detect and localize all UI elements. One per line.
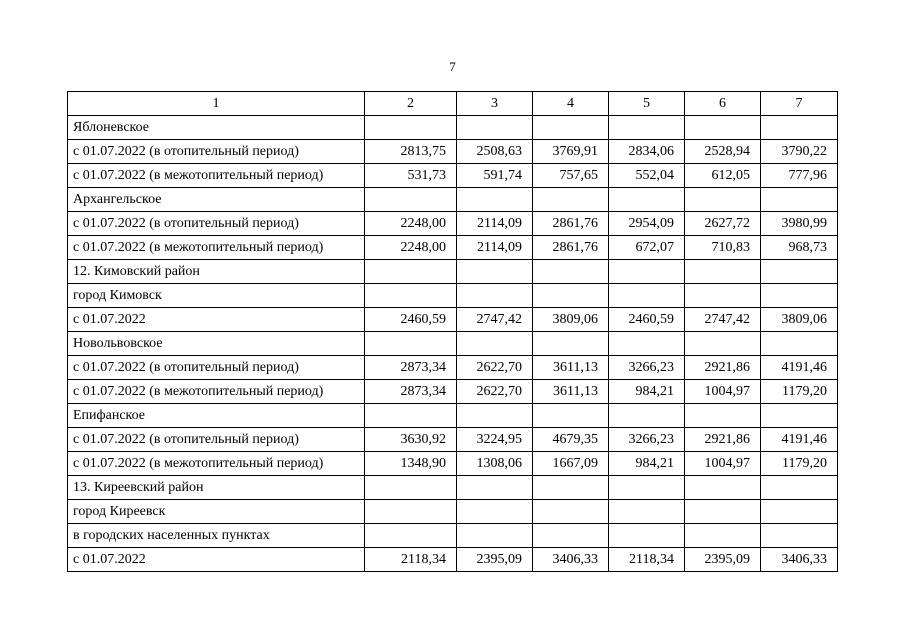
- value-cell: [457, 476, 533, 500]
- value-cell: 1348,90: [365, 452, 457, 476]
- value-cell: 1004,97: [685, 452, 761, 476]
- value-cell: 2528,94: [685, 140, 761, 164]
- value-cell: [609, 404, 685, 428]
- header-row: [68, 92, 838, 116]
- value-cell: [533, 476, 609, 500]
- value-cell: 3611,13: [533, 380, 609, 404]
- value-cell: 672,07: [609, 236, 685, 260]
- value-cell: 2921,86: [685, 356, 761, 380]
- table-row: [68, 116, 838, 140]
- value-cell: 2747,42: [457, 308, 533, 332]
- table-row: [68, 260, 838, 284]
- row-label-cell: с 01.07.2022 (в отопительный период): [68, 212, 365, 236]
- value-cell: 2873,34: [365, 356, 457, 380]
- header-cell: 6: [685, 92, 761, 116]
- table-row: [68, 188, 838, 212]
- table-row: [68, 404, 838, 428]
- row-label-cell: в городских населенных пунктах: [68, 524, 365, 548]
- value-cell: 2954,09: [609, 212, 685, 236]
- value-cell: 757,65: [533, 164, 609, 188]
- row-label-cell: Яблоневское: [68, 116, 365, 140]
- row-label-cell: с 01.07.2022 (в межотопительный период): [68, 452, 365, 476]
- value-cell: 2873,34: [365, 380, 457, 404]
- table-row: [68, 164, 838, 188]
- value-cell: 531,73: [365, 164, 457, 188]
- table-row: [68, 332, 838, 356]
- header-cell: 4: [533, 92, 609, 116]
- page-number: 7: [449, 59, 456, 74]
- header-cell: 1: [68, 92, 365, 116]
- value-cell: 3630,92: [365, 428, 457, 452]
- row-label-cell: Епифанское: [68, 404, 365, 428]
- value-cell: [457, 188, 533, 212]
- value-cell: [761, 116, 838, 140]
- value-cell: 4191,46: [761, 428, 838, 452]
- value-cell: [609, 188, 685, 212]
- value-cell: 984,21: [609, 380, 685, 404]
- value-cell: [761, 332, 838, 356]
- value-cell: 3790,22: [761, 140, 838, 164]
- value-cell: 1667,09: [533, 452, 609, 476]
- value-cell: [685, 524, 761, 548]
- value-cell: [533, 188, 609, 212]
- value-cell: 984,21: [609, 452, 685, 476]
- row-label-cell: с 01.07.2022: [68, 308, 365, 332]
- value-cell: 1308,06: [457, 452, 533, 476]
- table-row: [68, 284, 838, 308]
- value-cell: [761, 404, 838, 428]
- table-row: [68, 380, 838, 404]
- value-cell: [609, 284, 685, 308]
- value-cell: [457, 332, 533, 356]
- value-cell: [533, 500, 609, 524]
- header-cell: 2: [365, 92, 457, 116]
- value-cell: [685, 284, 761, 308]
- value-cell: [761, 524, 838, 548]
- value-cell: [761, 188, 838, 212]
- value-cell: 2921,86: [685, 428, 761, 452]
- value-cell: 2813,75: [365, 140, 457, 164]
- value-cell: 2861,76: [533, 212, 609, 236]
- value-cell: 777,96: [761, 164, 838, 188]
- value-cell: [533, 116, 609, 140]
- table-row: [68, 308, 838, 332]
- value-cell: 2395,09: [457, 548, 533, 572]
- value-cell: [533, 332, 609, 356]
- row-label-cell: с 01.07.2022 (в отопительный период): [68, 428, 365, 452]
- value-cell: [609, 332, 685, 356]
- row-label-cell: с 01.07.2022 (в межотопительный период): [68, 380, 365, 404]
- value-cell: 2622,70: [457, 380, 533, 404]
- table-body: [68, 92, 838, 572]
- value-cell: [685, 188, 761, 212]
- value-cell: [365, 332, 457, 356]
- value-cell: 3980,99: [761, 212, 838, 236]
- value-cell: [533, 260, 609, 284]
- value-cell: [533, 524, 609, 548]
- table-row: [68, 428, 838, 452]
- value-cell: [609, 476, 685, 500]
- value-cell: 2395,09: [685, 548, 761, 572]
- value-cell: [685, 404, 761, 428]
- row-label-cell: с 01.07.2022: [68, 548, 365, 572]
- header-cell: 7: [761, 92, 838, 116]
- value-cell: [457, 260, 533, 284]
- value-cell: 3809,06: [533, 308, 609, 332]
- value-cell: 552,04: [609, 164, 685, 188]
- value-cell: [761, 476, 838, 500]
- value-cell: 4191,46: [761, 356, 838, 380]
- value-cell: 591,74: [457, 164, 533, 188]
- value-cell: [685, 332, 761, 356]
- value-cell: [685, 260, 761, 284]
- value-cell: 612,05: [685, 164, 761, 188]
- value-cell: [533, 404, 609, 428]
- value-cell: [609, 500, 685, 524]
- value-cell: 2248,00: [365, 236, 457, 260]
- table-row: [68, 140, 838, 164]
- table-row: [68, 452, 838, 476]
- row-label-cell: город Киреевск: [68, 500, 365, 524]
- value-cell: [365, 116, 457, 140]
- value-cell: 2747,42: [685, 308, 761, 332]
- value-cell: 2627,72: [685, 212, 761, 236]
- value-cell: [457, 116, 533, 140]
- table-row: [68, 212, 838, 236]
- value-cell: 2622,70: [457, 356, 533, 380]
- row-label-cell: с 01.07.2022 (в межотопительный период): [68, 236, 365, 260]
- row-label-cell: 12. Кимовский район: [68, 260, 365, 284]
- table-row: [68, 476, 838, 500]
- value-cell: 3266,23: [609, 356, 685, 380]
- value-cell: 3266,23: [609, 428, 685, 452]
- value-cell: [457, 404, 533, 428]
- row-label-cell: с 01.07.2022 (в отопительный период): [68, 356, 365, 380]
- value-cell: [685, 116, 761, 140]
- value-cell: 2861,76: [533, 236, 609, 260]
- value-cell: 4679,35: [533, 428, 609, 452]
- header-cell: 3: [457, 92, 533, 116]
- row-label-cell: Архангельское: [68, 188, 365, 212]
- value-cell: [365, 404, 457, 428]
- value-cell: 2460,59: [365, 308, 457, 332]
- value-cell: [365, 284, 457, 308]
- row-label-cell: с 01.07.2022 (в межотопительный период): [68, 164, 365, 188]
- value-cell: 2460,59: [609, 308, 685, 332]
- value-cell: 1004,97: [685, 380, 761, 404]
- value-cell: [533, 284, 609, 308]
- row-label-cell: Новольвовское: [68, 332, 365, 356]
- value-cell: 3809,06: [761, 308, 838, 332]
- table-row: [68, 356, 838, 380]
- table-row: [68, 548, 838, 572]
- value-cell: 2508,63: [457, 140, 533, 164]
- tariff-table: [67, 91, 838, 572]
- value-cell: [365, 260, 457, 284]
- value-cell: 968,73: [761, 236, 838, 260]
- value-cell: [365, 524, 457, 548]
- value-cell: [685, 476, 761, 500]
- value-cell: 2248,00: [365, 212, 457, 236]
- value-cell: [365, 476, 457, 500]
- value-cell: [365, 500, 457, 524]
- value-cell: [761, 500, 838, 524]
- table-row: [68, 236, 838, 260]
- value-cell: 2118,34: [365, 548, 457, 572]
- table-row: [68, 524, 838, 548]
- value-cell: 3406,33: [761, 548, 838, 572]
- row-label-cell: город Кимовск: [68, 284, 365, 308]
- value-cell: 1179,20: [761, 380, 838, 404]
- value-cell: 710,83: [685, 236, 761, 260]
- value-cell: [761, 284, 838, 308]
- value-cell: 2834,06: [609, 140, 685, 164]
- value-cell: [457, 500, 533, 524]
- value-cell: 3406,33: [533, 548, 609, 572]
- row-label-cell: с 01.07.2022 (в отопительный период): [68, 140, 365, 164]
- table-row: [68, 500, 838, 524]
- value-cell: 1179,20: [761, 452, 838, 476]
- value-cell: [609, 116, 685, 140]
- value-cell: 2114,09: [457, 236, 533, 260]
- value-cell: [457, 524, 533, 548]
- value-cell: 3611,13: [533, 356, 609, 380]
- value-cell: 2118,34: [609, 548, 685, 572]
- header-cell: 5: [609, 92, 685, 116]
- value-cell: [685, 500, 761, 524]
- value-cell: [761, 260, 838, 284]
- value-cell: [609, 524, 685, 548]
- value-cell: 3224,95: [457, 428, 533, 452]
- row-label-cell: 13. Киреевский район: [68, 476, 365, 500]
- value-cell: 3769,91: [533, 140, 609, 164]
- value-cell: [365, 188, 457, 212]
- value-cell: [609, 260, 685, 284]
- value-cell: [457, 284, 533, 308]
- value-cell: 2114,09: [457, 212, 533, 236]
